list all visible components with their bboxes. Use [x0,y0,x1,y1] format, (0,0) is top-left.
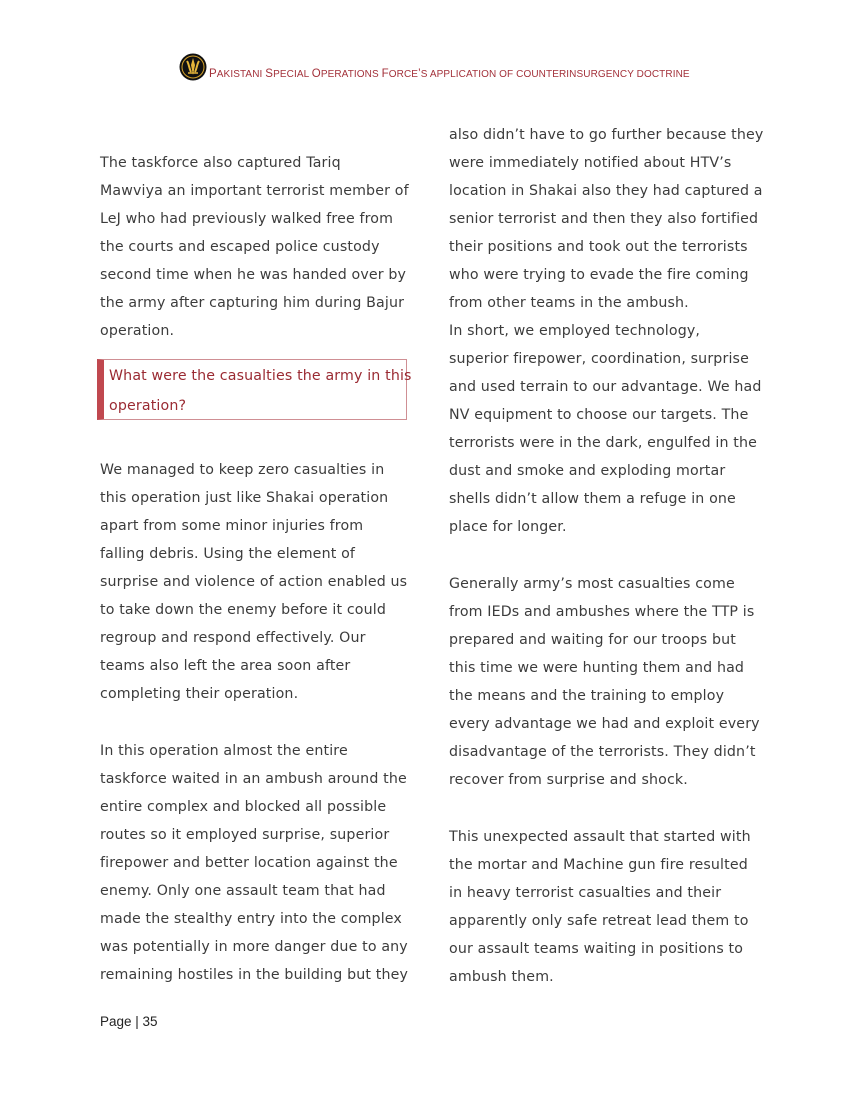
header-title-part: ’ [418,68,421,80]
question-callout [97,359,412,420]
text-line: In this operation almost the entire [100,743,348,759]
text-line: remaining hostiles in the building but they [100,967,409,983]
running-header-title [209,68,690,80]
text-line: LeJ who had previously walked free from [100,211,394,227]
header-title-part: O [311,68,321,80]
callout-line: operation? [109,398,187,414]
text-line: location in Shakai also they had captured a [449,183,763,199]
text-line: routes so it employed surprise, superior [100,827,390,843]
text-line: recover from surprise and shock. [449,772,688,788]
callout-line: What were the casualties the army in this [109,368,412,384]
text-line: was potentially in more danger due to any [100,939,408,955]
emblem-icon [179,53,207,81]
text-line: This unexpected assault that started with [449,829,751,845]
page-header [179,52,690,82]
header-title-part: PERATIONS [320,69,382,80]
text-line: every advantage we had and exploit every [449,716,760,732]
left-column-para-2 [100,456,420,708]
text-line: superior firepower, coordination, surprise [449,351,749,367]
text-line: teams also left the area soon after [100,658,351,674]
right-column-para-1 [449,121,769,541]
text-line: place for longer. [449,519,567,535]
text-line: falling debris. Using the element of [100,546,356,562]
text-line: second time when he was handed over by [100,267,407,283]
text-line: We managed to keep zero casualties in [100,462,385,478]
text-line: from other teams in the ambush. [449,295,689,311]
left-column-para-1 [100,149,420,345]
text-line: terrorists were in the dark, engulfed in the [449,435,758,451]
text-line: made the stealthy entry into the complex [100,911,402,927]
text-line: and used terrain to our advantage. We had [449,379,762,395]
text-line: to take down the enemy before it could [100,602,387,618]
header-title-part: PECIAL [273,69,312,80]
text-line: apparently only safe retreat lead them to [449,913,749,929]
text-line: NV equipment to choose our targets. The [449,407,749,423]
text-line: entire complex and blocked all possible [100,799,387,815]
header-title-part: ORCE [388,69,419,80]
text-line: dust and smoke and exploding mortar [449,463,726,479]
right-column-para-3 [449,823,769,991]
text-line: enemy. Only one assault team that had [100,883,386,899]
text-line: completing their operation. [100,686,299,702]
header-title-part: S APPLICATION OF COUNTERINSURGENCY DOCTRINE [420,69,690,80]
text-line: who were trying to evade the fire coming [449,267,749,283]
right-column-para-2 [449,570,769,794]
text-line: from IEDs and ambushes where the TTP is [449,604,755,620]
text-line: the army after capturing him during Bajur [100,295,405,311]
text-line: taskforce waited in an ambush around the [100,771,407,787]
text-line: their positions and took out the terrorists [449,239,748,255]
text-line: the courts and escaped police custody [100,239,380,255]
text-line: Generally army’s most casualties come [449,576,735,592]
page-number: Page | 35 [100,1014,158,1029]
text-line: the means and the training to employ [449,688,725,704]
header-title-part: F [381,68,389,80]
text-line: were immediately notified about HTV’s [449,155,732,171]
left-column-para-3 [100,737,420,989]
text-line: the mortar and Machine gun fire resulted [449,857,748,873]
text-line: senior terrorist and then they also fortified [449,211,759,227]
text-line: In short, we employed technology, [449,323,701,339]
text-line: disadvantage of the terrorists. They didn’t [449,744,756,760]
header-title-part: P [209,68,217,80]
text-line: Mawviya an important terrorist member of [100,183,409,199]
text-line: The taskforce also captured Tariq [100,155,341,171]
text-line: surprise and violence of action enabled us [100,574,408,590]
text-line: shells didn’t allow them a refuge in one [449,491,736,507]
text-line: also didn’t have to go further because they [449,127,764,143]
text-line: this operation just like Shakai operation [100,490,389,506]
header-title-part: AKISTANI [216,69,266,80]
text-line: regroup and respond effectively. Our [100,630,366,646]
text-line: prepared and waiting for our troops but [449,632,736,648]
text-line: ambush them. [449,969,554,985]
text-line: this time we were hunting them and had [449,660,745,676]
header-title-part: S [265,68,274,80]
text-line: our assault teams waiting in positions to [449,941,744,957]
text-line: operation. [100,323,175,339]
text-line: firepower and better location against the [100,855,398,871]
text-line: apart from some minor injuries from [100,518,364,534]
text-line: in heavy terrorist casualties and their [449,885,722,901]
